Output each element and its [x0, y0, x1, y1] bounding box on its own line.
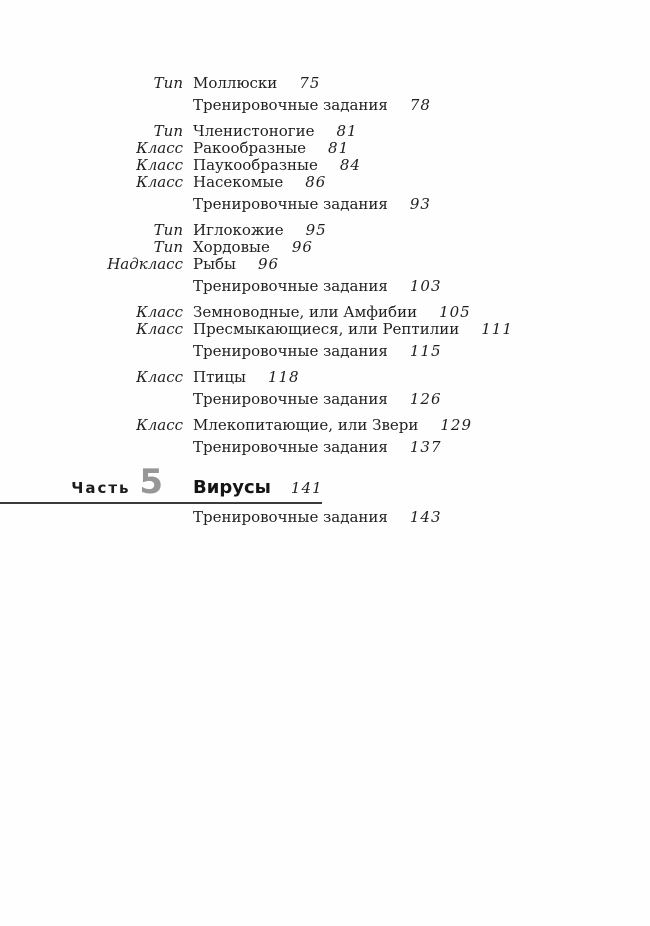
toc-training-row — [0, 343, 650, 360]
toc-entry-title: Пресмыкающиеся, или Рептилии — [193, 320, 460, 338]
toc-entry-page: 137 — [409, 438, 442, 456]
toc-entry-page: 118 — [267, 368, 300, 386]
toc-entry-title: Тренировочные задания — [193, 96, 388, 114]
toc-entry-row — [0, 304, 650, 321]
part-header-row — [0, 462, 650, 502]
toc-entry-page: 105 — [439, 303, 471, 321]
toc-entry-label: Тип — [153, 74, 183, 92]
toc-entry-label: Надкласс — [107, 255, 183, 273]
part-page-number: 141 — [290, 479, 323, 497]
toc-entry-page: 96 — [291, 238, 313, 256]
toc-entry-title: Млекопитающие, или Звери — [193, 416, 419, 434]
toc-entry-label: Класс — [136, 156, 183, 174]
toc-entry-page: 81 — [328, 139, 350, 157]
toc-entry-title: Рыбы — [193, 255, 237, 273]
toc-training-row — [0, 196, 650, 213]
toc-entry-page: 129 — [440, 416, 473, 434]
toc-entry-title: Ракообразные — [193, 139, 307, 157]
toc-entry-page: 95 — [305, 221, 327, 239]
toc-entry-label: Класс — [136, 139, 183, 157]
toc-list — [0, 75, 650, 456]
toc-entry-row — [0, 222, 650, 239]
part-number: 5 — [139, 462, 163, 502]
toc-entry-title: Тренировочные задания — [193, 390, 388, 408]
toc-entry-page: 81 — [336, 122, 358, 140]
toc-entry-page: 93 — [409, 195, 431, 213]
toc-training-row — [0, 439, 650, 456]
toc-entry-title: Птицы — [193, 368, 246, 386]
toc-entry-label: Класс — [136, 416, 183, 434]
toc-entry-title: Тренировочные задания — [193, 507, 388, 526]
toc-entry-title: Иглокожие — [193, 221, 284, 239]
toc-entry-page: 96 — [258, 255, 280, 273]
toc-entry-label: Класс — [136, 368, 183, 386]
toc-entry-label: Тип — [153, 122, 183, 140]
toc-entry-page: 143 — [409, 507, 442, 526]
toc-entry-page: 115 — [409, 342, 442, 360]
toc-entry-row — [0, 123, 650, 140]
toc-entry-title: Моллюски — [193, 74, 278, 92]
toc-entry-row — [0, 75, 650, 92]
part-header-block — [0, 462, 650, 504]
toc-entry-row — [0, 140, 650, 157]
toc-entry-page: 78 — [409, 96, 431, 114]
toc-entry-page: 111 — [481, 320, 513, 338]
toc-group — [0, 417, 650, 456]
toc-training-row — [0, 509, 650, 526]
part-title: Вирусы — [193, 477, 271, 498]
toc-entry-row — [0, 157, 650, 174]
toc-entry-title: Насекомые — [193, 173, 284, 191]
part-word: Часть — [71, 479, 131, 497]
toc-group — [0, 369, 650, 408]
toc-entry-label: Класс — [136, 303, 183, 321]
toc-entry-title: Земноводные, или Амфибии — [193, 303, 418, 321]
toc-entry-row — [0, 174, 650, 191]
toc-entry-page: 126 — [409, 390, 442, 408]
toc-group — [0, 123, 650, 213]
toc-entry-title: Тренировочные задания — [193, 277, 388, 295]
toc-entry-row — [0, 369, 650, 386]
toc-entry-title: Хордовые — [193, 238, 270, 256]
toc-training-row — [0, 278, 650, 295]
toc-training-row — [0, 391, 650, 408]
toc-entry-page: 84 — [339, 156, 361, 174]
toc-group — [0, 75, 650, 114]
toc-entry-title: Паукообразные — [193, 156, 318, 174]
toc-entry-title: Тренировочные задания — [193, 438, 388, 456]
toc-group — [0, 222, 650, 295]
toc-entry-page: 103 — [409, 277, 442, 295]
toc-entry-row — [0, 239, 650, 256]
toc-entry-title: Членистоногие — [193, 122, 315, 140]
toc-training-row — [0, 97, 650, 114]
toc-group — [0, 304, 650, 360]
toc-entry-label: Тип — [153, 221, 183, 239]
toc-entry-row — [0, 256, 650, 273]
toc-entry-label: Класс — [136, 173, 183, 191]
part-label-cell — [0, 462, 183, 502]
toc-entry-page: 86 — [305, 173, 327, 191]
toc-entry-title: Тренировочные задания — [193, 195, 388, 213]
toc-entry-row — [0, 321, 650, 338]
toc-entry-page: 75 — [299, 74, 321, 92]
toc-entry-title: Тренировочные задания — [193, 342, 388, 360]
toc-entry-label: Класс — [136, 320, 183, 338]
toc-entry-label: Тип — [153, 238, 183, 256]
toc-entry-row — [0, 417, 650, 434]
